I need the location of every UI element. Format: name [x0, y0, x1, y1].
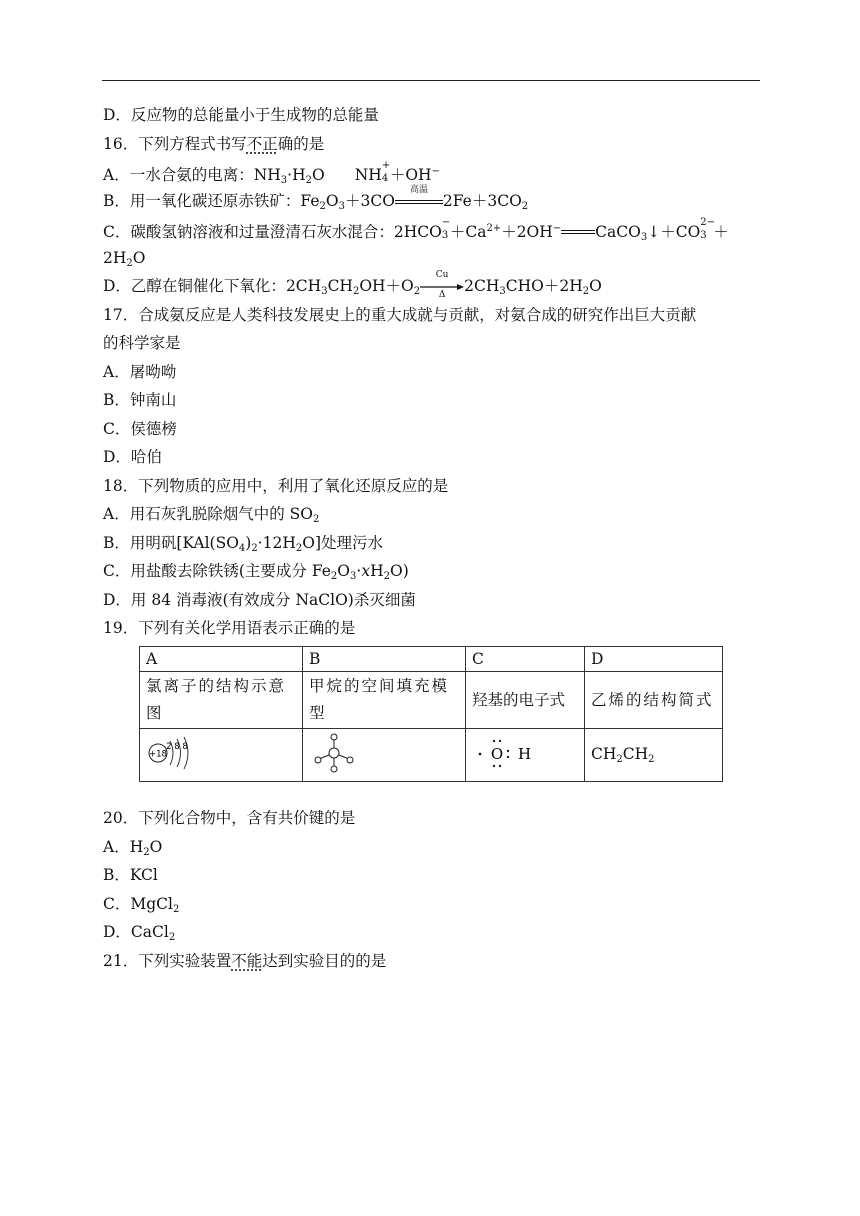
q18-option-d: D．用 84 消毒液(有效成分 NaClO)杀灭细菌 [103, 590, 416, 609]
q17-option-d: D．哈伯 [103, 448, 162, 466]
q20-option-d: D．CaCl$_2$ [103, 923, 176, 943]
methane-model-icon [309, 732, 359, 774]
q19-desc-c: 羟基的电子式 [466, 672, 585, 729]
q20-option-a: A．$H_2O$ [103, 837, 163, 858]
svg-text:+18: +18 [149, 749, 167, 760]
q16-stem: 16．下列方程式书写不正确的是 [103, 134, 325, 153]
page-content [103, 101, 763, 643]
q16-option-b: B．用一氧化碳还原赤铁矿：$Fe_2O_3+3CO$ 高温 $2Fe+3CO_2$ [103, 184, 529, 212]
q16-option-c-cont: $2H_2O$ [103, 248, 146, 269]
q19-img-b [303, 729, 466, 782]
q17-stem-line2: 的科学家是 [103, 334, 181, 352]
q19-header-c: C [466, 647, 585, 672]
q16-option-d: D．乙醇在铜催化下氧化：$2CH_3CH_2OH+O_2$ Cu Δ $2CH_3CHO+2H_2O$ [103, 270, 602, 300]
q16-option-a: A．一水合氨的电离：$NH_3\cdot H_2O$ NH + 4 ＋OH− [103, 160, 440, 186]
q19-img-c [466, 729, 585, 782]
reaction-arrow-icon: Cu Δ [420, 280, 464, 294]
svg-text:O: O [490, 745, 504, 763]
chloride-ion-diagram-icon [146, 733, 206, 773]
svg-text:H: H [518, 745, 532, 763]
q18-option-a: A．用石灰乳脱除烟气中的 $SO_2$ [103, 505, 320, 525]
q16-option-c: C．碳酸氢钠溶液和过量澄清石灰水混合：2HCO − 3 $+Ca^{2+}+2OH^-$ CaCO$_3$↓＋CO 2− 3 ＋ [103, 217, 729, 243]
q17-option-a: A．屠呦呦 [103, 362, 177, 381]
q20-stem: 20．下列化合物中，含有共价键的是 [103, 809, 356, 827]
q15-option-d: D．反应物的总能量小于生成物的总能量 [103, 106, 379, 124]
q19-stem: 19．下列有关化学用语表示正确的是 [103, 619, 356, 637]
equals-sign [561, 228, 595, 238]
q21-stem: 21．下列实验装置不能达到实验目的的是 [103, 951, 387, 970]
q21-emphasis: 不能 [231, 951, 263, 970]
q19-header-b: B [303, 647, 466, 672]
header-rule [102, 80, 760, 81]
q18-option-b: B．用明矾$[KAl(SO_4)_2\cdot 12H_2O]$处理污水 [103, 533, 384, 554]
page-content-lower [103, 804, 763, 975]
q19-table [139, 646, 723, 782]
q17-option-c: C．侯德榜 [103, 419, 177, 438]
q20-option-c: C．MgCl$_2$ [103, 894, 180, 915]
q19-img-a [140, 729, 303, 782]
q19-formula-d: $CH_2CH_2$ [585, 729, 723, 782]
q19-desc-b: 甲烷的空间填充模型 [303, 672, 466, 729]
q19-desc-a: 氯离子的结构示意图 [140, 672, 303, 729]
q18-stem: 18．下列物质的应用中，利用了氧化还原反应的是 [103, 476, 449, 495]
q16-emphasis: 不正 [246, 134, 278, 153]
q19-desc-d: 乙烯的结构简式 [585, 672, 723, 729]
hydroxyl-electron-formula-icon [472, 733, 552, 773]
q19-header-a: A [140, 647, 303, 672]
q17-stem-line1: 17．合成氨反应是人类科技发展史上的重大成就与贡献，对氨合成的研究作出巨大贡献 [103, 305, 697, 324]
q19-header-d: D [585, 647, 723, 672]
equals-sign-high-temp: 高温 [395, 195, 443, 209]
q17-option-b: B．钟南山 [103, 391, 177, 409]
svg-text:2 8 8: 2 8 8 [166, 742, 188, 752]
q20-option-b: B．KCl [103, 866, 158, 884]
q18-option-c: C．用盐酸去除铁锈(主要成分 $Fe_2O_3\cdot xH_2O$) [103, 562, 409, 582]
